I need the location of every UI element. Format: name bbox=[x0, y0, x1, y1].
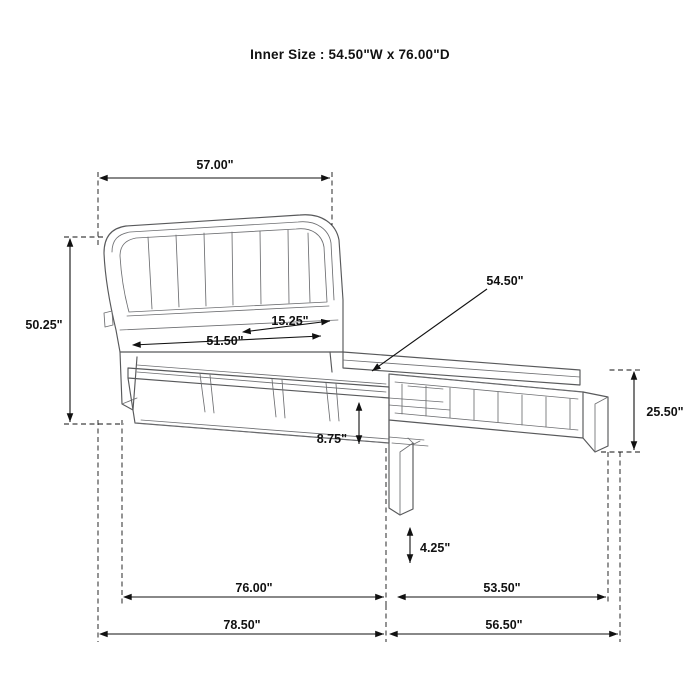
dim-rail-clearance: 8.75" bbox=[316, 432, 347, 446]
dim-footboard-height: 25.50" bbox=[646, 405, 684, 419]
dim-panel-drop: 15.25" bbox=[271, 314, 309, 328]
dim-foot-length-top: 53.50" bbox=[483, 581, 521, 595]
dim-foot-length-bottom: 56.50" bbox=[485, 618, 523, 632]
dim-foot-clearance: 4.25" bbox=[420, 541, 451, 555]
dim-headboard-width: 57.00" bbox=[196, 158, 234, 172]
dim-bed-length-bottom: 78.50" bbox=[223, 618, 261, 632]
dim-panel-width: 51.50" bbox=[206, 334, 244, 348]
dim-bed-length-top: 76.00" bbox=[235, 581, 273, 595]
bed-illustration bbox=[104, 215, 608, 515]
dim-inner-width-callout: 54.50" bbox=[486, 274, 524, 288]
page-title: Inner Size : 54.50"W x 76.00"D bbox=[250, 47, 450, 62]
dimension-annotations bbox=[25, 158, 683, 642]
dim-headboard-height: 50.25" bbox=[25, 318, 63, 332]
